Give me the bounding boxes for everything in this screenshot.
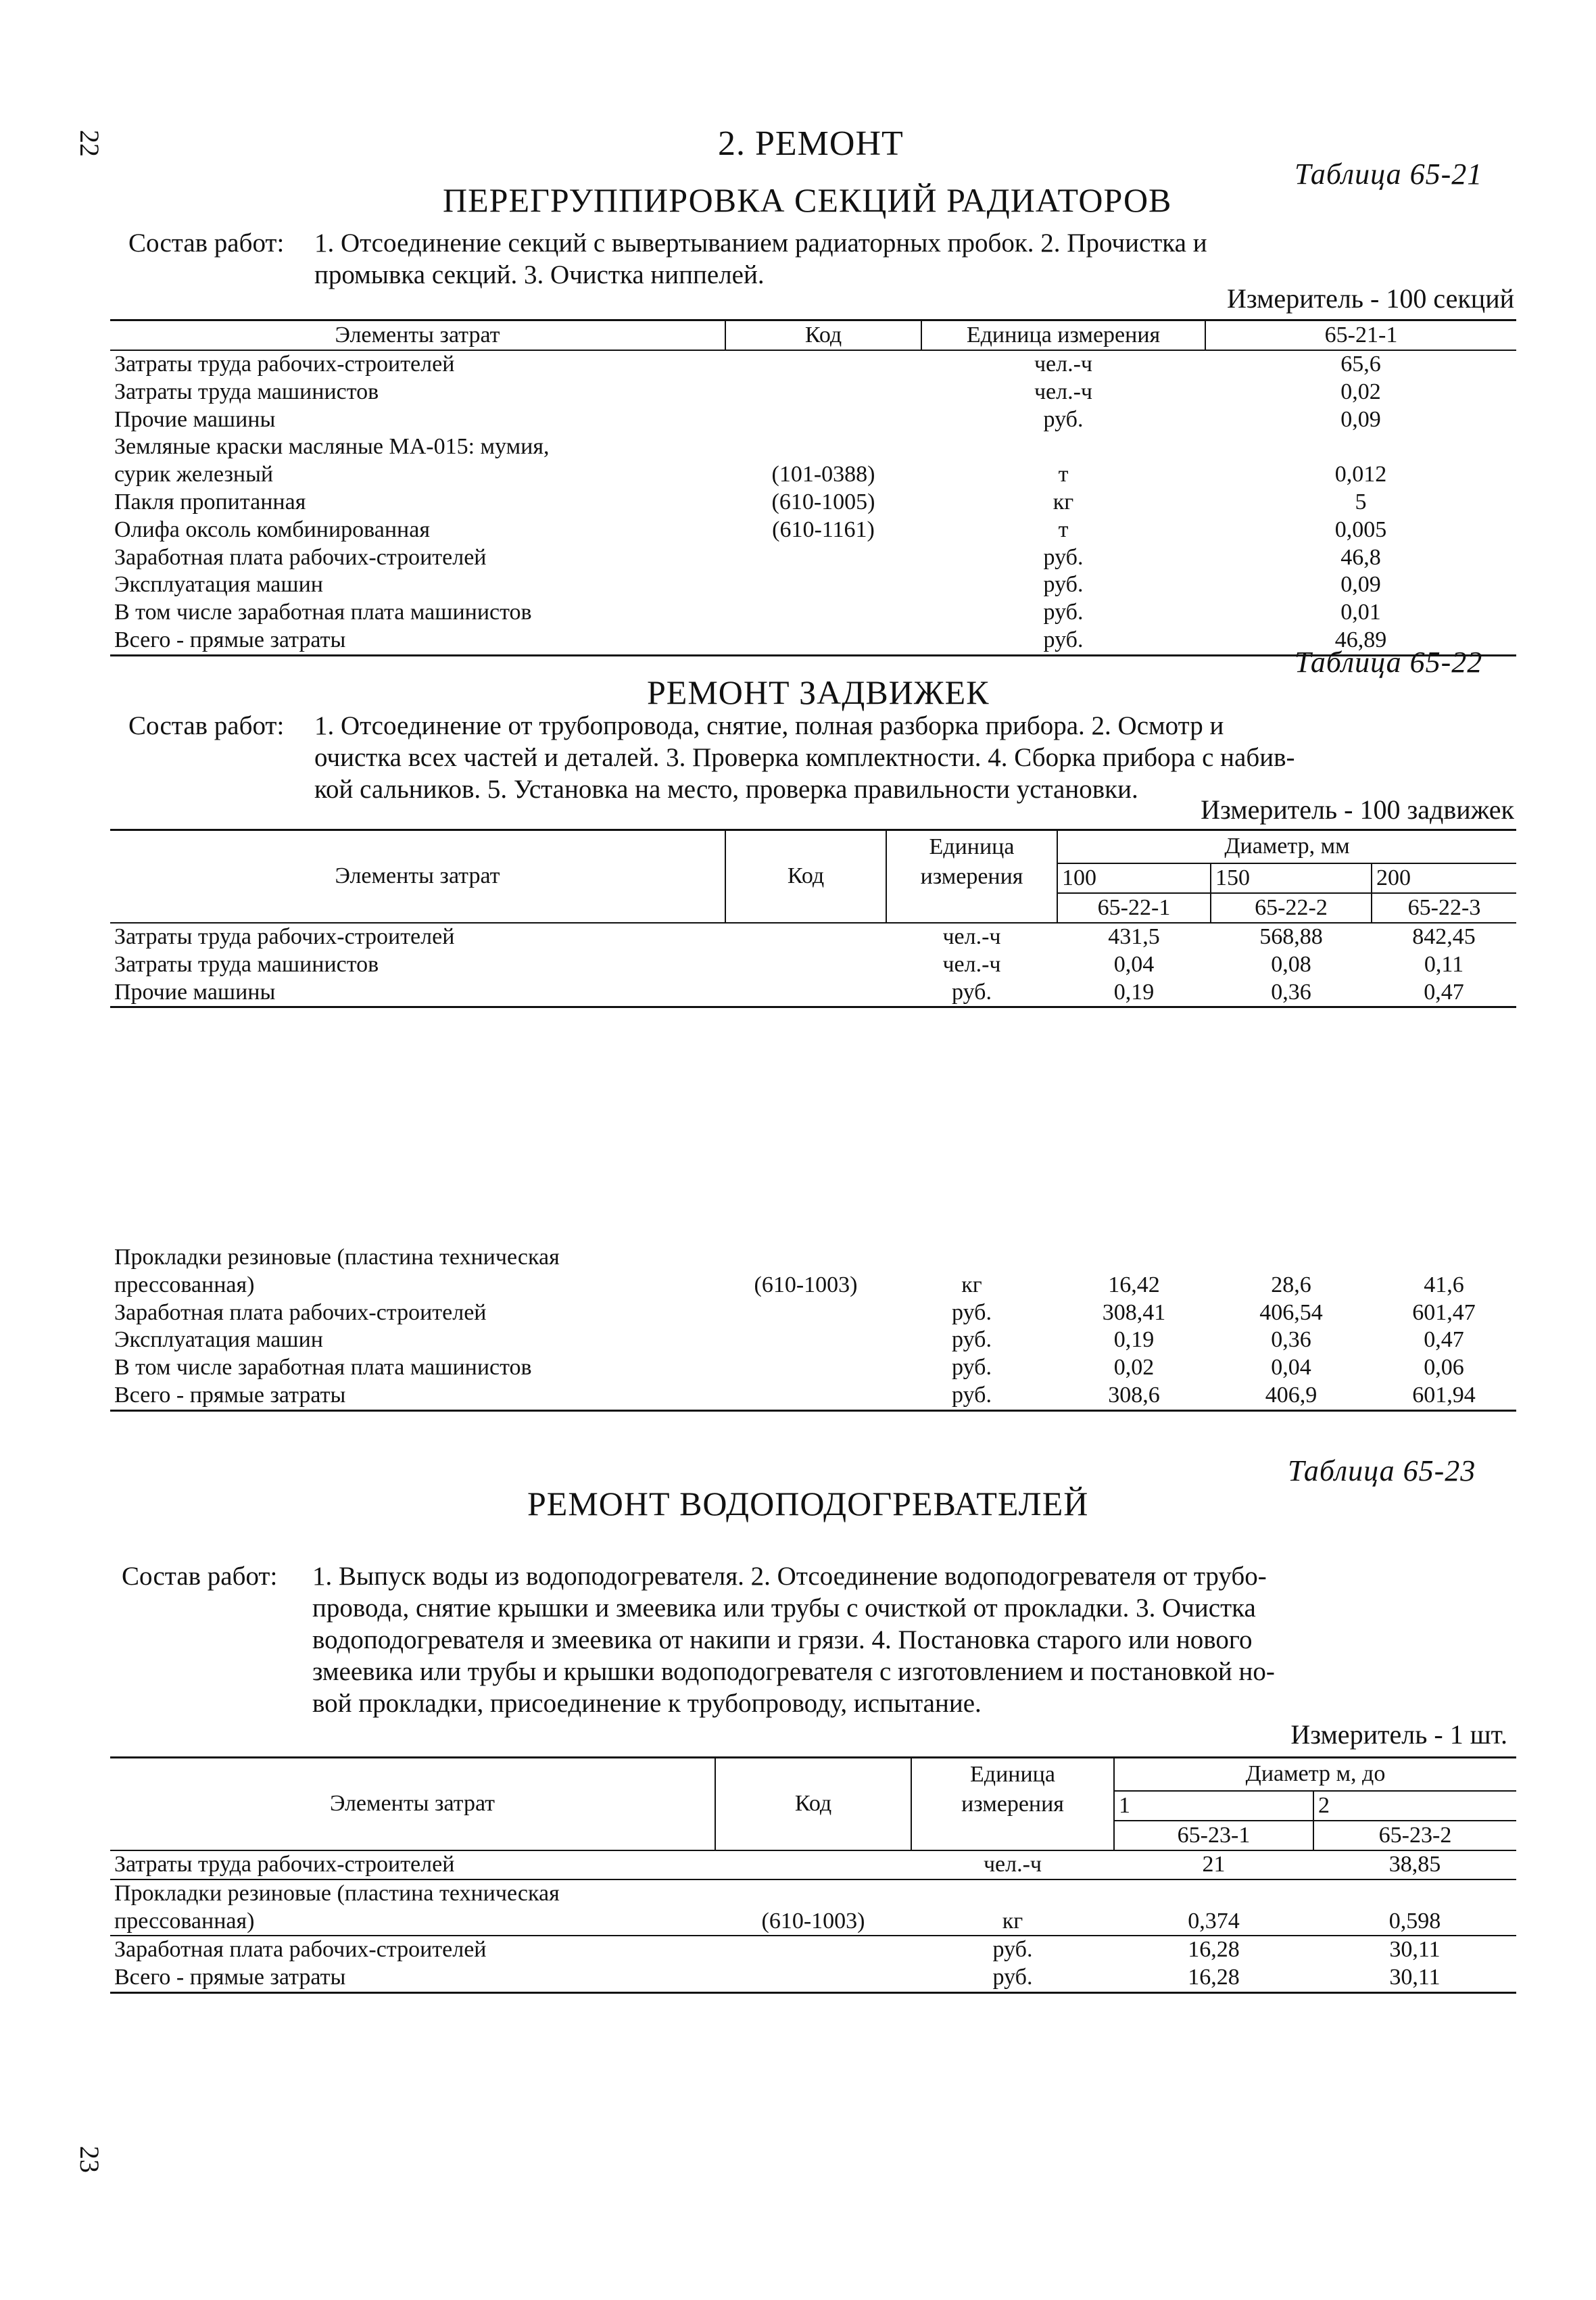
norm-value: 0,012 <box>1334 462 1387 487</box>
unit-of-measure: т <box>1058 462 1069 487</box>
table-row <box>110 951 1516 979</box>
norm-value: 0,08 <box>1271 951 1311 977</box>
measurement-unit-65-23: Измеритель - 1 шт. <box>1290 1719 1507 1750</box>
unit-of-measure: кг <box>1053 489 1074 514</box>
unit-of-measure: руб. <box>1043 544 1084 570</box>
cost-element-name: Эксплуатация машин <box>114 572 323 598</box>
norm-value: 0,06 <box>1424 1355 1464 1381</box>
header-col-65-22-2: 65-22-2 <box>1211 893 1372 923</box>
resource-code <box>725 1244 886 1272</box>
table-row <box>110 923 1516 951</box>
table-row <box>110 350 1516 379</box>
header-unit-line2: измерения <box>886 863 1057 923</box>
unit-of-measure <box>911 1879 1114 1908</box>
norm-value: 0,02 <box>1340 379 1381 404</box>
cost-element-name: В том числе заработная плата машинистов <box>114 600 532 625</box>
cost-element-name: Затраты труда рабочих-строителей <box>114 924 455 949</box>
table-row <box>110 406 1516 434</box>
table-row <box>110 1850 1516 1879</box>
section-title: 2. РЕМОНТ <box>718 124 904 163</box>
resource-code <box>725 951 886 979</box>
norm-value: 0,04 <box>1113 951 1155 977</box>
resource-code <box>725 1354 886 1382</box>
header-code: Код <box>725 320 921 351</box>
table-65-22-top <box>110 829 1516 1008</box>
norm-value: 431,5 <box>1108 924 1160 949</box>
unit-of-measure <box>921 433 1205 461</box>
work-composition-line: 1. Отсоединение секций с вывертыванием радиаторных пробок. 2. Прочистка и <box>314 229 1207 258</box>
work-composition-label: Состав работ: <box>128 711 285 740</box>
cost-element-name: сурик железный <box>114 462 274 487</box>
table-row <box>110 1244 1516 1272</box>
resource-code <box>715 1964 911 1992</box>
unit-of-measure: руб. <box>1043 600 1084 625</box>
header-col-65-23-2: 65-23-2 <box>1378 1822 1452 1848</box>
header-elements: Элементы затрат <box>110 830 725 924</box>
norm-value: 46,89 <box>1205 627 1516 655</box>
norm-value <box>1057 1244 1211 1272</box>
table-row <box>110 599 1516 627</box>
table-row <box>110 1936 1516 1964</box>
cost-element-name: Эксплуатация машин <box>114 1327 323 1353</box>
header-elements: Элементы затрат <box>110 320 725 351</box>
norm-value <box>1211 1244 1372 1272</box>
table-row <box>110 544 1516 572</box>
header-elements: Элементы затрат <box>110 1758 715 1851</box>
work-composition-line: вой прокладки, присоединение к трубопроводу, испытание. <box>312 1689 982 1718</box>
table-row <box>110 461 1516 489</box>
norm-value: 406,54 <box>1259 1299 1323 1325</box>
table-title-65-22: РЕМОНТ ЗАДВИЖЕК <box>647 673 990 711</box>
header-diameter: Диаметр, мм <box>1057 830 1516 864</box>
norm-value: 41,6 <box>1424 1272 1464 1297</box>
header-col-65-21-1: 65-21-1 <box>1324 322 1398 348</box>
cost-element-name: Всего - прямые затраты <box>110 1964 715 1992</box>
header-code: Код <box>715 1758 911 1851</box>
measurement-unit-65-22: Измеритель - 100 задвижек <box>1201 794 1514 825</box>
table-row <box>110 1908 1516 1936</box>
norm-value: 0,01 <box>1340 600 1381 625</box>
unit-of-measure: руб. <box>952 1327 992 1353</box>
cost-element-name: Прокладки резиновые (пластина техническая <box>110 1879 715 1908</box>
resource-code <box>725 379 921 406</box>
norm-value: 38,85 <box>1388 1852 1441 1877</box>
resource-code <box>725 433 921 461</box>
table-65-23 <box>110 1756 1516 1994</box>
resource-code <box>725 571 921 599</box>
cost-element-name: Прочие машины <box>114 406 276 432</box>
work-composition-line: 1. Отсоединение от трубопровода, снятие, полная разборка прибора. 2. Осмотр и <box>314 711 1224 740</box>
table-row <box>110 1326 1516 1354</box>
header-col-65-23-1: 65-23-1 <box>1114 1821 1313 1850</box>
resource-code: (610-1003) <box>754 1272 858 1297</box>
header-unit-line1: Единица <box>886 830 1057 864</box>
norm-value: 46,8 <box>1340 544 1381 570</box>
norm-value: 28,6 <box>1271 1272 1311 1297</box>
norm-value: 0,374 <box>1188 1908 1240 1934</box>
norm-value <box>1114 1879 1313 1908</box>
unit-of-measure: т <box>1058 517 1069 542</box>
cost-element-name: Прокладки резиновые (пластина техническая <box>114 1245 560 1270</box>
cost-element-name: Прочие машины <box>110 979 725 1007</box>
norm-value: 0,02 <box>1113 1355 1155 1381</box>
norm-value: 601,47 <box>1412 1299 1476 1325</box>
header-d-1: 1 <box>1114 1791 1313 1821</box>
cost-element-name: прессованная) <box>114 1908 255 1934</box>
unit-of-measure <box>886 1244 1057 1272</box>
work-composition-65-23 <box>122 1560 1521 1723</box>
cost-element-name: Пакля пропитанная <box>114 489 306 514</box>
work-composition-label: Состав работ: <box>128 229 285 258</box>
unit-of-measure: чел.-ч <box>942 924 1001 949</box>
norm-value: 5 <box>1355 489 1367 514</box>
header-unit-line2: измерения <box>911 1791 1114 1850</box>
header-col-65-22-1: 65-22-1 <box>1057 893 1211 923</box>
norm-value <box>1313 1879 1516 1908</box>
norm-value: 568,88 <box>1259 924 1323 949</box>
cost-element-name: Затраты труда рабочих-строителей <box>114 1852 455 1877</box>
unit-of-measure: руб. <box>886 1382 1057 1410</box>
resource-code <box>725 1299 886 1327</box>
table-row <box>110 571 1516 599</box>
resource-code <box>715 1879 911 1908</box>
unit-of-measure: руб. <box>911 1936 1114 1964</box>
table-row <box>110 1299 1516 1327</box>
norm-value: 0,598 <box>1388 1908 1441 1934</box>
norm-value: 0,005 <box>1334 517 1387 542</box>
norm-value: 601,94 <box>1372 1382 1516 1410</box>
cost-element-name: прессованная) <box>114 1272 255 1297</box>
norm-value: 30,11 <box>1313 1964 1516 1992</box>
table-row <box>110 1879 1516 1908</box>
resource-code <box>725 979 886 1007</box>
header-d-100: 100 <box>1057 863 1211 893</box>
cost-element-name: Затраты труда машинистов <box>114 951 379 977</box>
norm-value: 406,9 <box>1211 1382 1372 1410</box>
work-composition-line: змеевика или трубы и крышки водоподогревателя с изготовлением и постановкой но- <box>312 1657 1275 1686</box>
norm-value: 21 <box>1202 1852 1226 1877</box>
norm-value: 16,28 <box>1114 1936 1313 1964</box>
table-row <box>110 1272 1516 1299</box>
cost-element-name: Затраты труда рабочих-строителей <box>114 352 455 377</box>
unit-of-measure: руб. <box>921 627 1205 655</box>
table-row <box>110 433 1516 461</box>
resource-code <box>725 923 886 951</box>
norm-value: 0,11 <box>1424 951 1464 977</box>
unit-of-measure: руб. <box>952 1299 992 1325</box>
table-row <box>110 1964 1516 1992</box>
norm-value: 0,09 <box>1340 572 1381 598</box>
work-composition-line: промывка секций. 3. Очистка ниппелей. <box>314 260 765 289</box>
header-d-2: 2 <box>1313 1791 1516 1821</box>
header-d-150: 150 <box>1211 863 1372 893</box>
norm-value: 0,36 <box>1271 1327 1311 1353</box>
table-tag-65-23: Таблица 65-23 <box>1288 1454 1476 1487</box>
norm-value: 0,19 <box>1057 979 1211 1007</box>
work-composition-line: очистка всех частей и деталей. 3. Проверка комплектности. 4. Сборка прибора с набив- <box>314 743 1295 772</box>
unit-of-measure: руб. <box>1043 406 1084 432</box>
resource-code <box>725 406 921 434</box>
cost-element-name: Олифа оксоль комбинированная <box>114 517 430 542</box>
header-diameter: Диаметр м, до <box>1114 1758 1516 1792</box>
resource-code: (610-1003) <box>761 1908 865 1934</box>
resource-code <box>725 544 921 572</box>
norm-value: 308,41 <box>1102 1299 1166 1325</box>
work-composition-line: кой сальников. 5. Установка на место, проверка правильности установки. <box>314 775 1138 804</box>
norm-value: 0,36 <box>1211 979 1372 1007</box>
resource-code: (610-1161) <box>772 517 875 542</box>
measurement-unit-65-21: Измеритель - 100 секций <box>1227 283 1514 314</box>
norm-value: 65,6 <box>1340 352 1381 377</box>
norm-value <box>1372 1244 1516 1272</box>
cost-element-name: В том числе заработная плата машинистов <box>114 1355 532 1381</box>
table-title-65-23: РЕМОНТ ВОДОПОДОГРЕВАТЕЛЕЙ <box>527 1485 1089 1523</box>
page-number-bottom: 23 <box>74 2146 105 2173</box>
work-composition-label: Состав работ: <box>122 1562 278 1591</box>
norm-value: 16,28 <box>1114 1964 1313 1992</box>
resource-code <box>725 1326 886 1354</box>
header-code: Код <box>725 830 886 924</box>
cost-element-name: Всего - прямые затраты <box>110 627 725 655</box>
norm-value: 0,19 <box>1113 1327 1155 1353</box>
unit-of-measure: чел.-ч <box>983 1852 1042 1877</box>
cost-element-name: Всего - прямые затраты <box>110 1382 725 1410</box>
table-row <box>110 1382 1516 1410</box>
resource-code: (101-0388) <box>771 462 875 487</box>
cost-element-name: Заработная плата рабочих-строителей <box>110 1936 715 1964</box>
cost-element-name: Заработная плата рабочих-строителей <box>114 1299 487 1325</box>
table-row <box>110 489 1516 517</box>
unit-of-measure: руб. <box>952 1355 992 1381</box>
table-tag-65-22: Таблица 65-22 <box>1295 646 1483 679</box>
header-col-65-22-3: 65-22-3 <box>1407 894 1481 920</box>
unit-of-measure: кг <box>1002 1908 1023 1934</box>
work-composition-line: провода, снятие крышки и змеевика или трубы с очисткой от прокладки. 3. Очистка <box>312 1594 1256 1623</box>
header-d-200: 200 <box>1372 863 1516 893</box>
resource-code <box>725 1382 886 1410</box>
cost-element-name: Заработная плата рабочих-строителей <box>114 544 487 570</box>
unit-of-measure: руб. <box>886 979 1057 1007</box>
norm-value: 842,45 <box>1412 924 1476 949</box>
table-tag-65-21: Таблица 65-21 <box>1295 158 1483 191</box>
unit-of-measure: чел.-ч <box>1034 379 1093 404</box>
unit-of-measure: руб. <box>1043 572 1084 598</box>
table-65-21 <box>110 319 1516 656</box>
table-row <box>110 517 1516 544</box>
unit-of-measure: кг <box>961 1272 982 1297</box>
norm-value: 0,09 <box>1340 406 1381 432</box>
resource-code <box>715 1936 911 1964</box>
norm-value: 308,6 <box>1057 1382 1211 1410</box>
unit-of-measure: чел.-ч <box>1034 352 1093 377</box>
resource-code <box>725 599 921 627</box>
work-composition-line: 1. Выпуск воды из водоподогревателя. 2. Отсоединение водоподогревателя от трубо- <box>312 1562 1267 1591</box>
table-65-22-continued <box>110 1244 1516 1412</box>
norm-value <box>1205 433 1516 461</box>
cost-element-name: Затраты труда машинистов <box>114 379 379 404</box>
page-number-top: 22 <box>74 130 105 157</box>
resource-code <box>725 627 921 655</box>
norm-value: 0,47 <box>1424 1327 1464 1353</box>
norm-value: 16,42 <box>1108 1272 1160 1297</box>
norm-value: 0,47 <box>1372 979 1516 1007</box>
table-row <box>110 1354 1516 1382</box>
norm-value: 0,04 <box>1271 1355 1311 1381</box>
cost-element-name: Земляные краски масляные МА-015: мумия, <box>114 434 550 460</box>
resource-code <box>715 1850 911 1879</box>
unit-of-measure: чел.-ч <box>942 951 1001 977</box>
work-composition-line: водоподогревателя и змеевика от накипи и грязи. 4. Постановка старого или нового <box>312 1625 1253 1654</box>
header-unit-line1: Единица <box>911 1758 1114 1792</box>
unit-of-measure: руб. <box>911 1964 1114 1992</box>
norm-value: 30,11 <box>1313 1936 1516 1964</box>
resource-code: (610-1005) <box>771 489 875 514</box>
table-row <box>110 979 1516 1007</box>
header-unit: Единица измерения <box>921 320 1205 351</box>
resource-code <box>725 350 921 379</box>
table-row <box>110 379 1516 406</box>
table-title-65-21: ПЕРЕГРУППИРОВКА СЕКЦИЙ РАДИАТОРОВ <box>443 181 1172 219</box>
